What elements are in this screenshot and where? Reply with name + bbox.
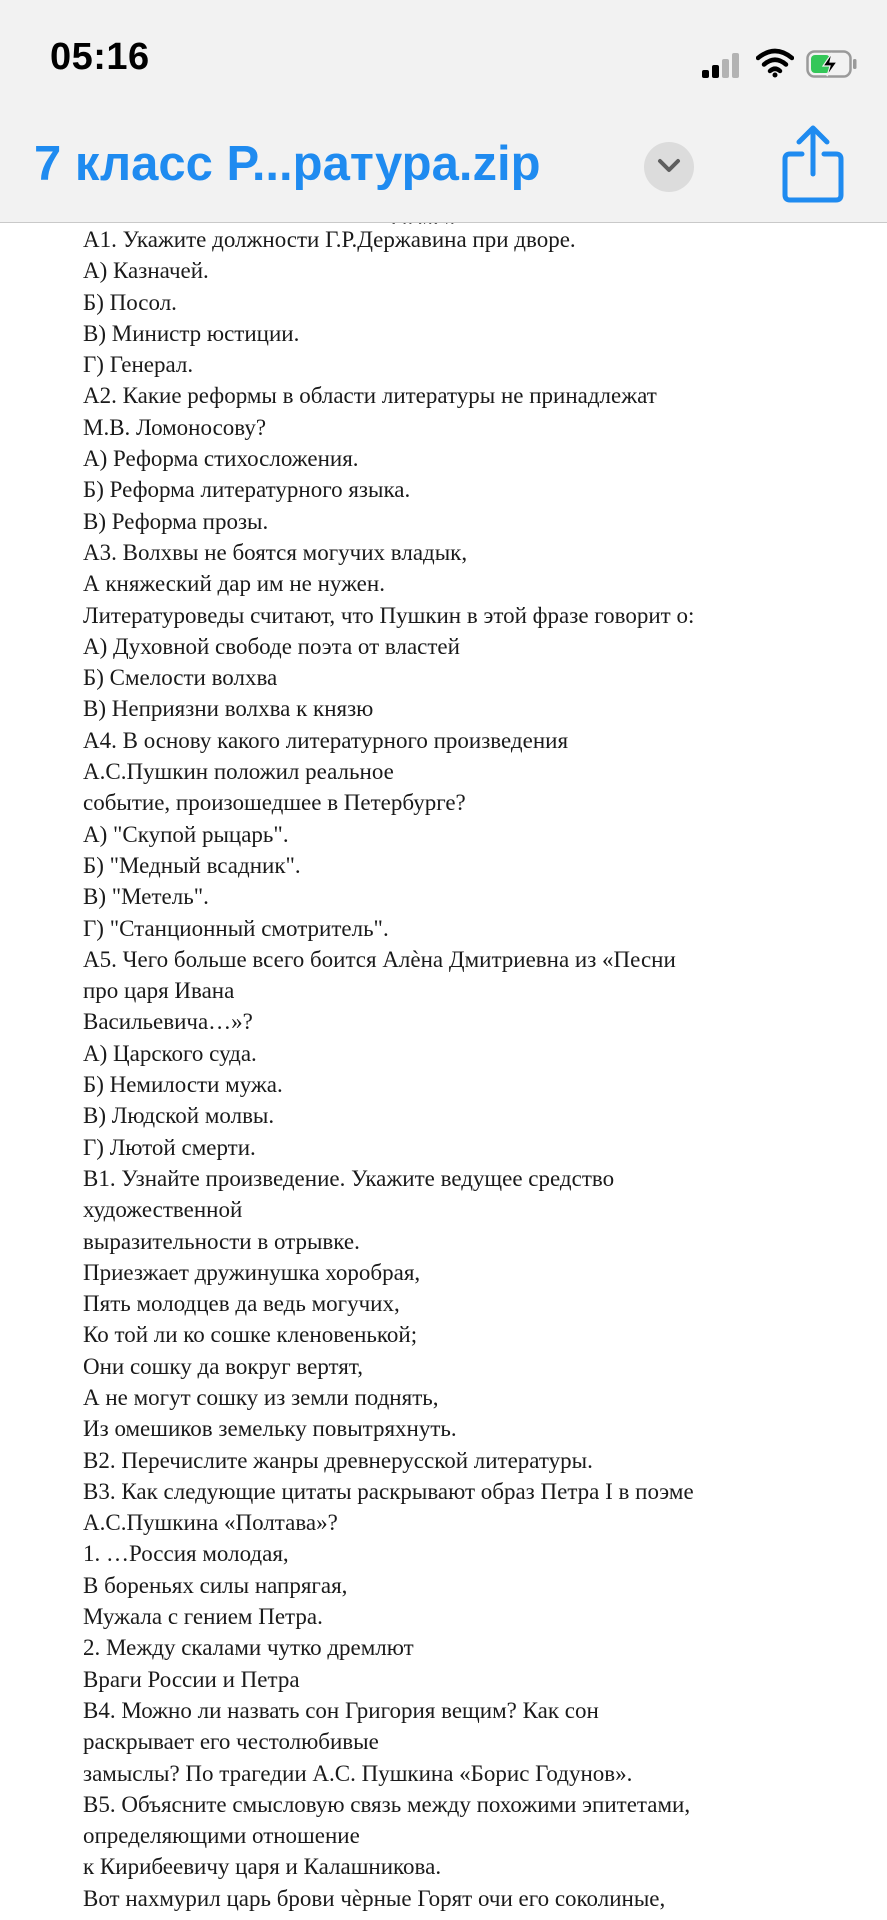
- cellular-signal-icon: [702, 52, 742, 78]
- document-line: М.В. Ломоносову?: [83, 414, 267, 440]
- document-line: А.С.Пушкина «Полтава»?: [83, 1510, 338, 1536]
- document-line: Литературоведы считают, что Пушкин в этой фразе говорит о:: [83, 602, 695, 628]
- document-line: А) Царского суда.: [83, 1040, 257, 1066]
- document-line: В) Реформа прозы.: [83, 508, 269, 534]
- document-line: Враги России и Петра: [83, 1666, 300, 1692]
- document-line: А2. Какие реформы в области литературы не принадлежат: [83, 383, 657, 409]
- document-line: раскрывает его честолюбивые: [83, 1729, 379, 1755]
- document-line: Б) Реформа литературного языка.: [83, 477, 411, 503]
- document-line: А.С.Пушкин положил реальное: [83, 759, 394, 785]
- document-line: Б) Посол.: [83, 289, 177, 315]
- document-line: А1. Укажите должности Г.Р.Державина при дворе.: [83, 227, 576, 252]
- document-line: событие, произошедшее в Петербурге?: [83, 790, 466, 816]
- document-line: В3. Как следующие цитаты раскрывают образ Петра I в поэме: [83, 1478, 694, 1504]
- document-line: Г) Генерал.: [83, 352, 194, 378]
- document-line: 1. …Россия молодая,: [83, 1541, 289, 1567]
- document-line: замыслы? По трагедии А.С. Пушкина «Борис Годунов».: [83, 1760, 633, 1786]
- document-line: В бореньях силы напрягая,: [83, 1572, 348, 1598]
- document-line: В) Людской молвы.: [83, 1103, 275, 1129]
- document-line: Пять молодцев да ведь могучих,: [83, 1291, 400, 1317]
- document-line: Вот нахмурил царь брови чѐрные Горят очи его соколиные,: [83, 1885, 666, 1911]
- document-line: Мужала с гением Петра.: [83, 1604, 323, 1630]
- document-text: [83, 224, 873, 1914]
- document-line: Б) Смелости волхва: [83, 665, 278, 691]
- document-line: определяющими отношение: [83, 1823, 360, 1849]
- share-icon[interactable]: [780, 124, 846, 204]
- document-line: В) Неприязни волхва к князю: [83, 696, 374, 722]
- top-bar: [0, 0, 887, 223]
- document-line: Б) "Медный всадник".: [83, 852, 301, 878]
- document-line: Васильевича…»?: [83, 1009, 253, 1035]
- document-line: Ко той ли ко сошке кленовенькой;: [83, 1322, 418, 1348]
- document-line: А) Реформа стихосложения.: [83, 446, 359, 472]
- document-line: выразительности в отрывке.: [83, 1228, 360, 1254]
- document-line: А) Казначей.: [83, 258, 209, 284]
- document-line: к Кирибеевичу царя и Калашникова.: [83, 1854, 442, 1880]
- chevron-down-icon: [657, 157, 681, 175]
- document-line: Б) Немилости мужа.: [83, 1072, 283, 1098]
- document-line: Г) Лютой смерти.: [83, 1134, 256, 1160]
- document-line: А не могут сошку из земли поднять,: [83, 1384, 439, 1410]
- document-line: Приезжает дружинушка хоробрая,: [83, 1259, 421, 1285]
- file-title[interactable]: 7 класс Р...ратура.zip: [34, 137, 541, 191]
- document-line: А5. Чего больше всего боится Алѐна Дмитриевна из «Песни: [83, 946, 676, 972]
- battery-charging-icon: [806, 50, 858, 78]
- document-line: Г) "Станционный смотритель".: [83, 915, 389, 941]
- document-line: А княжеский дар им не нужен.: [83, 571, 385, 597]
- document-line: А3. Волхвы не боятся могучих владык,: [83, 539, 468, 565]
- document-line: В1. Узнайте произведение. Укажите ведущее средство: [83, 1165, 615, 1191]
- document-line: В2. Перечислите жанры древнерусской литературы.: [83, 1447, 593, 1473]
- document-line: В) "Метель".: [83, 884, 209, 910]
- status-time: 05:16: [50, 36, 150, 78]
- document-line: про царя Ивана: [83, 978, 235, 1004]
- document-line: А4. В основу какого литературного произведения: [83, 727, 569, 753]
- document-line: А) Духовной свободе поэта от властей: [83, 633, 460, 659]
- document-line: Они сошку да вокруг вертят,: [83, 1353, 363, 1379]
- document-line: В) Министр юстиции.: [83, 320, 300, 346]
- document-line: В5. Объясните смысловую связь между похожими эпитетами,: [83, 1791, 691, 1817]
- document-line: А) "Скупой рыцарь".: [83, 821, 289, 847]
- document-line: Из омешиков земельку повытряхнуть.: [83, 1416, 457, 1442]
- wifi-icon: [756, 48, 794, 78]
- document-line: 2. Между скалами чутко дремлют: [83, 1635, 414, 1661]
- document-line: художественной: [83, 1197, 243, 1223]
- title-menu-button[interactable]: [644, 142, 694, 192]
- document-line: В4. Можно ли назвать сон Григория вещим? Как сон: [83, 1697, 599, 1723]
